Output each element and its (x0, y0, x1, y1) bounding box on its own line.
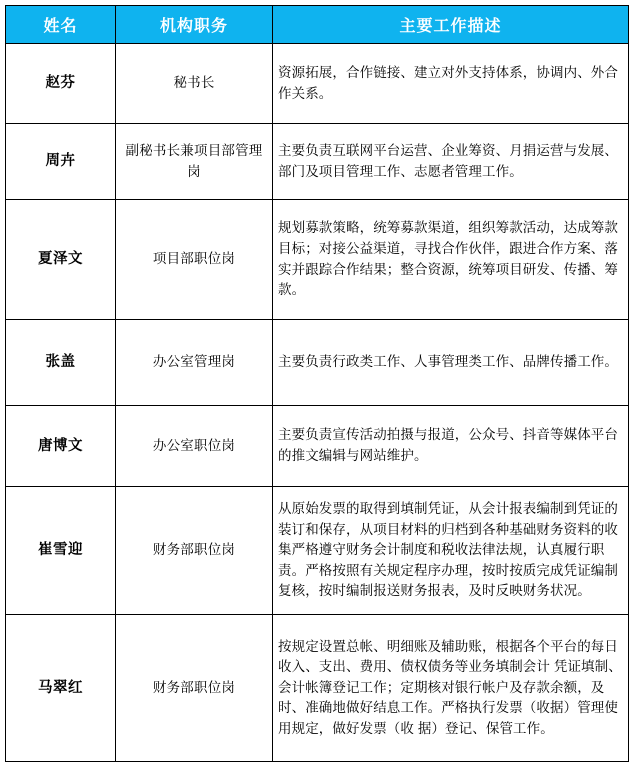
cell-description: 主要负责行政类工作、人事管理类工作、品牌传播工作。 (273, 320, 629, 406)
column-header-role: 机构职务 (116, 6, 273, 44)
cell-name: 赵芬 (6, 44, 116, 124)
table-body (6, 44, 629, 762)
cell-description: 主要负责互联网平台运营、企业筹资、月捐运营与发展、部门及项目管理工作、志愿者管理工作。 (273, 124, 629, 200)
table-row (6, 406, 629, 487)
table-row (6, 200, 629, 320)
cell-description: 主要负责宣传活动拍摄与报道，公众号、抖音等媒体平台的推文编辑与网站维护。 (273, 406, 629, 487)
cell-role: 秘书长 (116, 44, 273, 124)
cell-role: 项目部职位岗 (116, 200, 273, 320)
cell-name: 张盖 (6, 320, 116, 406)
table-header (6, 6, 629, 44)
cell-description: 资源拓展，合作链接、建立对外支持体系，协调内、外合作关系。 (273, 44, 629, 124)
cell-role: 办公室管理岗 (116, 320, 273, 406)
cell-name: 马翠红 (6, 615, 116, 762)
cell-name: 夏泽文 (6, 200, 116, 320)
cell-name: 崔雪迎 (6, 487, 116, 615)
cell-role: 办公室职位岗 (116, 406, 273, 487)
table-header-row (6, 6, 629, 44)
table-row (6, 44, 629, 124)
cell-role: 副秘书长兼项目部管理岗 (116, 124, 273, 200)
table-row (6, 615, 629, 762)
cell-role: 财务部职位岗 (116, 487, 273, 615)
table-row (6, 320, 629, 406)
staff-responsibilities-table (5, 5, 629, 762)
cell-name: 唐博文 (6, 406, 116, 487)
cell-description: 按规定设置总帐、明细账及辅助账，根据各个平台的每日收入、支出、费用、债权债务等业务填制会计 凭证填制、会计帐簿登记工作；定期核对银行帐户及存款余额，及时、准确地做好结息工作。严格执行发票（收据）管理使用规定，做好发票（收 据）登记、保管工作。 (273, 615, 629, 762)
column-header-name: 姓名 (6, 6, 116, 44)
cell-role: 财务部职位岗 (116, 615, 273, 762)
cell-name: 周卉 (6, 124, 116, 200)
cell-description: 从原始发票的取得到填制凭证，从会计报表编制到凭证的装订和保存，从项目材料的归档到各种基础财务资料的收集严格遵守财务会计制度和税收法律法规，认真履行职责。严格按照有关规定程序办理，按时按质完成凭证编制复核，按时编制报送财务报表，及时反映财务状况。 (273, 487, 629, 615)
table-row (6, 487, 629, 615)
column-header-description: 主要工作描述 (273, 6, 629, 44)
table-row (6, 124, 629, 200)
cell-description: 规划募款策略，统筹募款渠道，组织筹款活动，达成筹款目标；对接公益渠道，寻找合作伙伴，跟进合作方案、落实并跟踪合作结果；整合资源，统筹项目研发、传播、筹款。 (273, 200, 629, 320)
